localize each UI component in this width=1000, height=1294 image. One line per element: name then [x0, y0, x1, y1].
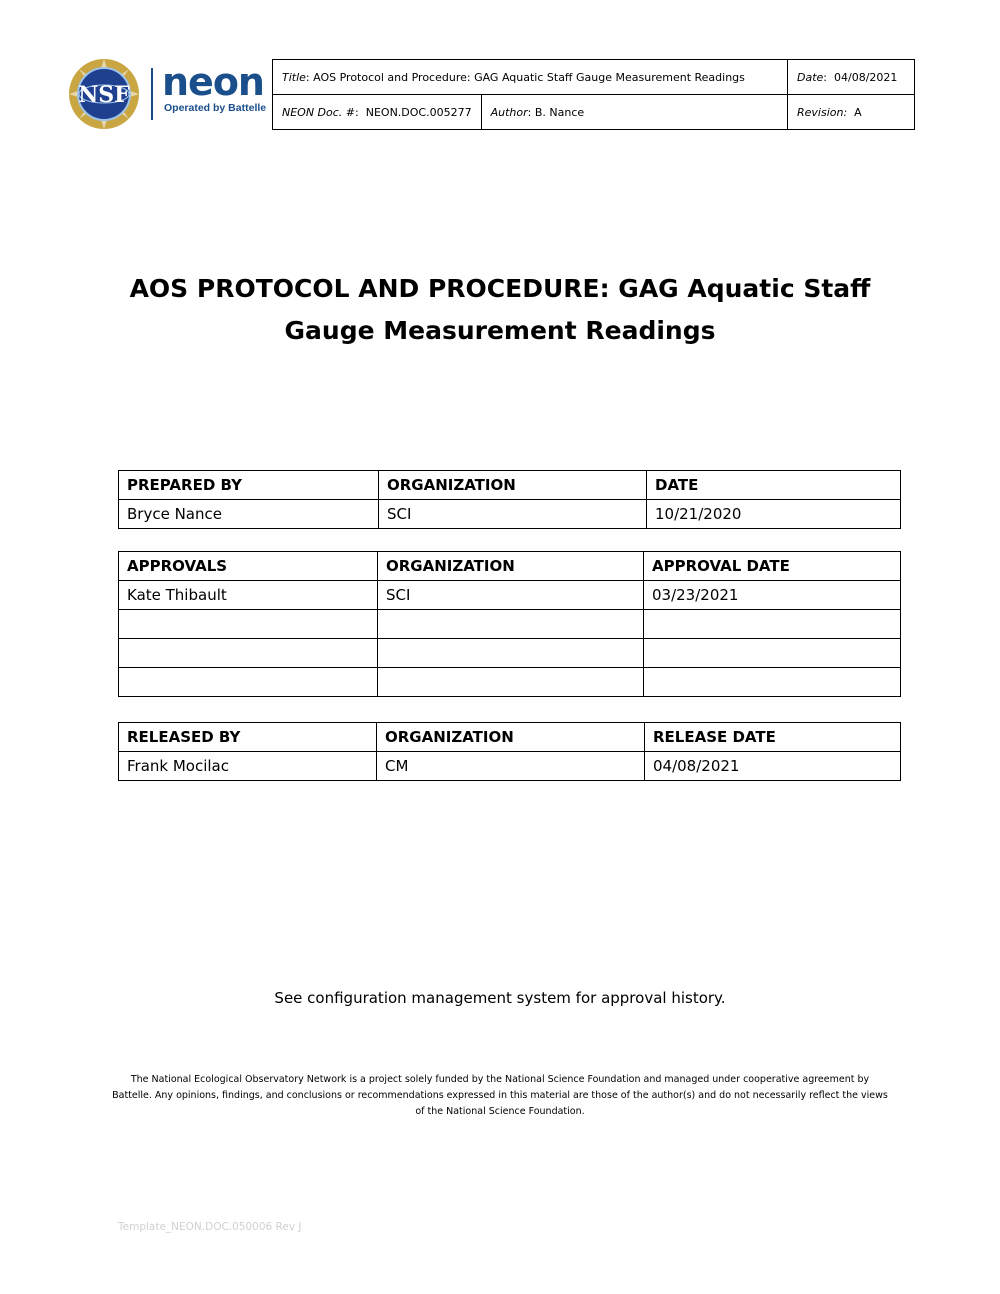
config-note: See configuration management system for approval history.: [274, 989, 726, 1007]
logo-divider: [151, 68, 153, 120]
header-author: B. Nance: [534, 105, 585, 119]
release-date: 04/08/2021: [645, 752, 901, 781]
table-header-row: [119, 723, 901, 752]
releaser-name: Frank Mocilac: [119, 752, 377, 781]
column-header: ORGANIZATION: [377, 723, 645, 752]
header-revision-cell: Revision: A: [788, 95, 915, 130]
neon-logo: [68, 58, 272, 130]
header-date: 04/08/2021: [834, 70, 898, 84]
header-date-cell: Date: 04/08/2021: [788, 60, 915, 95]
column-header: RELEASE DATE: [645, 723, 901, 752]
approver-name: [119, 610, 378, 639]
header-doc-number: NEON.DOC.005277: [365, 105, 472, 119]
table-row: [119, 500, 901, 529]
table-row: [119, 752, 901, 781]
neon-wordmark: neon: [162, 60, 264, 104]
releaser-organization: CM: [377, 752, 645, 781]
table-row: [119, 639, 901, 668]
preparer-name: Bryce Nance: [119, 500, 379, 529]
table-row: [119, 581, 901, 610]
table-header-row: [119, 552, 901, 581]
header-revision: A: [854, 105, 862, 119]
header-title-cell: Title: AOS Protocol and Procedure: GAG Aquatic Staff Gauge Measurement Readings: [273, 60, 788, 95]
approver-organization: [378, 610, 644, 639]
nsf-seal-icon: [68, 58, 140, 130]
column-header: ORGANIZATION: [378, 552, 644, 581]
header-title: AOS Protocol and Procedure: GAG Aquatic Staff Gauge Measurement Readings: [313, 70, 745, 84]
column-header: RELEASED BY: [119, 723, 377, 752]
funding-disclaimer: The National Ecological Observatory Network is a project solely funded by the National Science Foundation and managed under cooperative agreement by Battelle. Any opinions, findings, and conclusions or recommendations expressed in this material are those of the author(s) and do not necessarily reflect the views of the National Science Foundation.: [112, 1074, 888, 1117]
approval-date: 03/23/2021: [644, 581, 901, 610]
approver-organization: SCI: [378, 581, 644, 610]
prepared-by-table: [118, 470, 901, 529]
svg-text:NSF: NSF: [78, 82, 130, 108]
approver-name: [119, 668, 378, 697]
approval-date: [644, 610, 901, 639]
approver-organization: [378, 668, 644, 697]
neon-subtitle: Operated by Battelle: [164, 102, 267, 114]
template-id: Template_NEON.DOC.050006 Rev J: [118, 1221, 302, 1233]
approval-date: [644, 639, 901, 668]
table-row: [119, 668, 901, 697]
prepared-date: 10/21/2020: [647, 500, 901, 529]
header-doc-cell: NEON Doc. #: NEON.DOC.005277: [273, 95, 482, 130]
table-row: [119, 610, 901, 639]
approval-date: [644, 668, 901, 697]
column-header: DATE: [647, 471, 901, 500]
preparer-organization: SCI: [379, 500, 647, 529]
header-table: [272, 59, 915, 130]
header-row-2: [273, 95, 915, 130]
column-header: APPROVAL DATE: [644, 552, 901, 581]
approver-name: Kate Thibault: [119, 581, 378, 610]
column-header: APPROVALS: [119, 552, 378, 581]
document-title: AOS PROTOCOL AND PROCEDURE: GAG Aquatic Staff Gauge Measurement Readings: [129, 274, 871, 345]
approver-name: [119, 639, 378, 668]
header-author-cell: Author: B. Nance: [481, 95, 787, 130]
column-header: ORGANIZATION: [379, 471, 647, 500]
header-row-1: [273, 60, 915, 95]
approver-organization: [378, 639, 644, 668]
released-by-table: [118, 722, 901, 781]
approvals-table: [118, 551, 901, 697]
table-header-row: [119, 471, 901, 500]
column-header: PREPARED BY: [119, 471, 379, 500]
